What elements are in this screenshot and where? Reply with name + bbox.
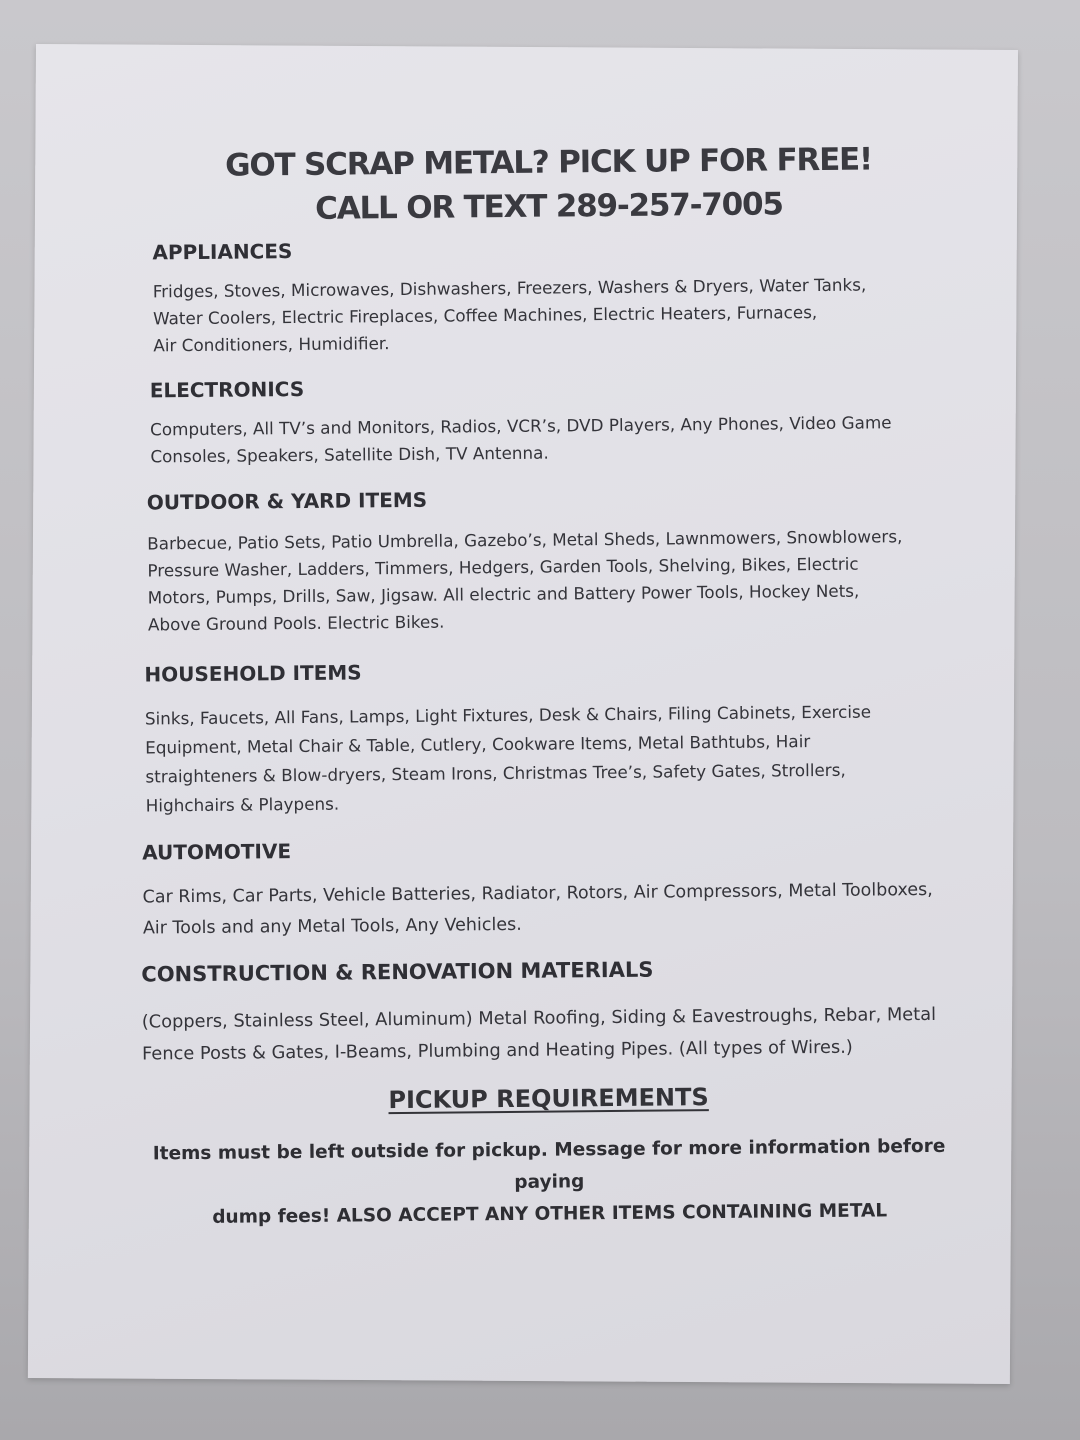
flyer-headline	[131, 137, 932, 233]
requirements-title: PICKUP REQUIREMENTS	[388, 1083, 709, 1115]
section-line: Sinks, Faucets, All Fans, Lamps, Light Fixtures, Desk & Chairs, Filing Cabinets, Exercise	[144, 701, 872, 729]
section-line: Car Rims, Car Parts, Vehicle Batteries, Radiator, Rotors, Air Compressors, Metal Toolboxes,	[142, 879, 933, 908]
section-line: (Coppers, Stainless Steel, Aluminum) Metal Roofing, Siding & Eavestroughs, Rebar, Metal	[141, 1003, 937, 1033]
section-household	[144, 655, 945, 821]
section-line: Above Ground Pools. Electric Bikes.	[147, 611, 445, 635]
headline-phone-line: CALL OR TEXT 289-257-7005	[315, 186, 783, 227]
section-line: straighteners & Blow-dryers, Steam Irons, Christmas Tree’s, Safety Gates, Strollers,	[145, 759, 846, 787]
section-title: OUTDOOR & YARD ITEMS	[146, 487, 428, 515]
section-line: Computers, All TV’s and Monitors, Radios, VCR’s, DVD Players, Any Phones, Video Game	[150, 412, 892, 440]
section-line: Consoles, Speakers, Satellite Dish, TV Antenna.	[150, 442, 549, 467]
flyer-content	[131, 137, 946, 1228]
section-title: APPLIANCES	[152, 239, 293, 265]
section-construction	[141, 955, 942, 1071]
section-line: Air Conditioners, Humidifier.	[153, 333, 390, 356]
requirements-line: Items must be left outside for pickup. Message for more information before paying	[152, 1135, 946, 1193]
section-line: Air Tools and any Metal Tools, Any Vehicles.	[142, 914, 522, 939]
section-line: Pressure Washer, Ladders, Timmers, Hedgers, Garden Tools, Shelving, Bikes, Electric	[147, 553, 859, 581]
section-title: HOUSEHOLD ITEMS	[144, 660, 362, 687]
section-line: Fence Posts & Gates, I-Beams, Plumbing and Heating Pipes. (All types of Wires.)	[142, 1036, 853, 1065]
requirements-line: dump fees! ALSO ACCEPT ANY OTHER ITEMS CONTAINING METAL	[212, 1200, 888, 1228]
section-pickup-requirements	[148, 1081, 949, 1235]
section-title: AUTOMOTIVE	[142, 839, 292, 865]
section-line: Water Coolers, Electric Fireplaces, Coffee Machines, Electric Heaters, Furnaces,	[152, 302, 818, 329]
section-appliances	[152, 233, 953, 360]
section-line: Equipment, Metal Chair & Table, Cutlery, Cookware Items, Metal Bathtubs, Hair	[145, 731, 811, 758]
headline-line-1: GOT SCRAP METAL? PICK UP FOR FREE!	[224, 141, 873, 184]
section-automotive	[142, 833, 943, 945]
section-title: CONSTRUCTION & RENOVATION MATERIALS	[141, 957, 654, 987]
section-outdoor-yard	[147, 483, 948, 639]
section-line: Barbecue, Patio Sets, Patio Umbrella, Gazebo’s, Metal Sheds, Lawnmowers, Snowblowers,	[147, 526, 903, 554]
section-title: ELECTRONICS	[149, 376, 305, 403]
section-line: Motors, Pumps, Drills, Saw, Jigsaw. All electric and Battery Power Tools, Hockey Nets,	[147, 580, 860, 608]
section-line: Fridges, Stoves, Microwaves, Dishwashers, Freezers, Washers & Dryers, Water Tanks,	[152, 274, 867, 302]
flyer-paper	[28, 44, 1018, 1384]
section-line: Highchairs & Playpens.	[145, 793, 340, 816]
section-electronics	[150, 371, 951, 471]
